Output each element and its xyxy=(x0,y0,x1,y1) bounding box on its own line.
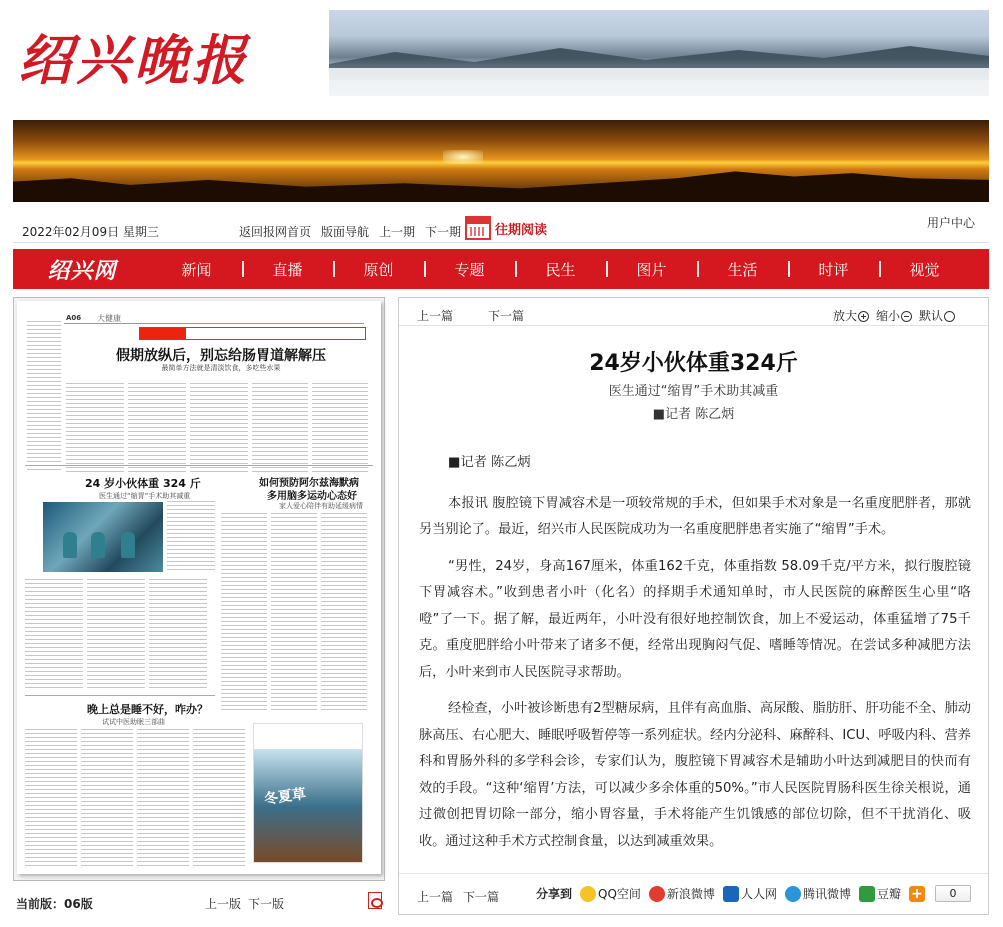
pdf-icon[interactable] xyxy=(368,892,382,909)
newspaper-page-panel xyxy=(13,297,385,881)
site-logo[interactable]: 绍兴晚报 xyxy=(18,28,250,92)
story-title-alzheimer-2[interactable]: 多用脑多运动心态好 xyxy=(267,491,357,502)
newspaper-page-image[interactable] xyxy=(17,301,381,874)
article-paragraph: 经检查，小叶被诊断患有2型糖尿病，且伴有高血脂、高尿酸、脂肪肝、肝功能不全、肺动脉高压、右心肥大、睡眠呼吸暂停等一系列症状。经内分泌科、麻醉科、ICU、呼吸内科、营养科和胃肠外科的多学科会诊，专家们认为，腹腔镜下胃减容术是辅助小叶达到减肥目的快而有效的手段。“这种‘缩胃’方法，可以减少多余体重的50%。”市人民医院胃肠科医生徐关根说，通过微创把胃切除一部分，缩小胃容量，手术将能产生饥饿感的部位切除，但不干扰消化、吸收。通过这种手术方式控制食量，以达到减重效果。 xyxy=(419,701,971,849)
issue-date: 2022年02月09日 星期三 xyxy=(22,225,159,239)
share-bar xyxy=(536,885,971,902)
douban-icon xyxy=(859,886,875,902)
nav-item-vision[interactable]: 视觉 xyxy=(879,259,970,280)
nav-item-live[interactable]: 直播 xyxy=(242,259,333,280)
nav-item-life[interactable]: 生活 xyxy=(697,259,788,280)
lake-banner-image xyxy=(329,10,989,96)
issue-info-bar xyxy=(13,212,989,246)
article-title: 24岁小伙体重324斤 xyxy=(589,351,798,376)
page-number: A06 xyxy=(66,314,82,322)
nav-item-original[interactable]: 原创 xyxy=(333,259,424,280)
nav-item-livelihood[interactable]: 民生 xyxy=(515,259,606,280)
main-nav xyxy=(13,249,989,289)
user-center-link[interactable]: 用户中心 xyxy=(926,216,975,230)
share-count: 0 xyxy=(935,885,971,902)
calendar-icon xyxy=(465,216,491,240)
zoom-in-icon xyxy=(858,311,869,322)
nav-item-photos[interactable]: 图片 xyxy=(606,259,697,280)
article-paragraph: “男性，24岁，身高167厘米，体重162千克，体重指数 58.09千克/平方米，拟行腹腔镜下胃减容术。”收到患者小叶（化名）的择期手术通知单时，市人民医院的麻醉医生心里“咯噔”了一下。据了解，最近两年，小叶没有很好地控制饮食，加上不爱运动，体重猛增了75千克。重度肥胖给小叶带来了诸多不便，经常出现胸闷气促、嗜睡等情况。在尝试多种减肥方法后，小叶来到市人民医院寻求帮助。 xyxy=(419,558,971,680)
prev-article-link[interactable]: 上一篇 xyxy=(417,309,454,323)
past-issues-label: 往期阅读 xyxy=(495,222,548,238)
tencent-weibo-icon xyxy=(785,886,801,902)
next-article-link[interactable]: 下一篇 xyxy=(488,309,525,323)
story-title-alzheimer-1[interactable]: 如何预防阿尔兹海默病 xyxy=(259,478,359,489)
page-subhead: 最简单方法就是清淡饮食，多吃些水果 xyxy=(161,364,281,372)
share-renren[interactable]: 人人网 xyxy=(723,885,777,902)
article-body xyxy=(419,450,971,866)
prev-issue-link[interactable]: 上一期 xyxy=(379,225,416,239)
nav-brand[interactable]: 绍兴网 xyxy=(47,258,117,284)
zoom-out-icon xyxy=(901,311,912,322)
article-author: ■记者 陈乙炳 xyxy=(652,407,735,422)
next-article-link-bottom[interactable]: 下一篇 xyxy=(463,890,500,904)
home-link[interactable]: 返回报网首页 xyxy=(239,225,312,239)
ad-text: 冬夏草 xyxy=(263,786,308,808)
weibo-icon xyxy=(649,886,665,902)
prev-article-link-bottom[interactable]: 上一篇 xyxy=(417,890,454,904)
article-subtitle: 医生通过“缩胃”手术助其减重 xyxy=(608,384,779,399)
surgery-photo xyxy=(43,502,163,572)
share-qzone[interactable]: QQ空间 xyxy=(580,885,641,902)
page-section: 大健康 xyxy=(97,314,121,323)
article-paragraph: 本报讯 腹腔镜下胃减容术是一项较常规的手术，但如果手术对象是一名重度肥胖者，那就另当别论了。最近，绍兴市人民医院成功为一名重度肥胖患者实施了“缩胃”手术。 xyxy=(419,495,971,537)
past-issues-link[interactable] xyxy=(465,216,547,240)
story-title-obesity[interactable]: 24 岁小伙体重 324 斤 xyxy=(85,477,201,490)
page-footer xyxy=(13,889,385,913)
article-body-author: ■记者 陈乙炳 xyxy=(448,455,531,470)
qzone-icon xyxy=(580,886,596,902)
sunset-banner-image xyxy=(13,120,989,202)
article-panel xyxy=(398,297,989,915)
nav-item-news[interactable]: 新闻 xyxy=(181,260,212,279)
nav-item-topics[interactable]: 专题 xyxy=(424,259,515,280)
story-sub-obesity: 医生通过“缩胃”手术助其减重 xyxy=(99,492,191,500)
story-title-sleep[interactable]: 晚上总是睡不好，咋办？ xyxy=(87,703,208,716)
zoom-default-icon xyxy=(944,311,955,322)
next-issue-link[interactable]: 下一期 xyxy=(425,225,462,239)
share-label: 分享到 xyxy=(536,887,573,901)
advertisement-image[interactable] xyxy=(253,723,363,863)
prev-page-link[interactable]: 上一版 xyxy=(205,897,242,911)
article-toolbar xyxy=(399,298,988,326)
zoom-in-button[interactable]: 放大 xyxy=(833,307,872,324)
article-footer xyxy=(399,873,988,913)
share-douban[interactable]: 豆瓣 xyxy=(859,885,901,902)
current-page-indicator: 当前版：06版 xyxy=(16,897,93,911)
zoom-default-button[interactable]: 默认 xyxy=(919,307,958,324)
sponsor-strip xyxy=(139,327,366,340)
share-more[interactable] xyxy=(909,886,927,902)
share-weibo[interactable]: 新浪微博 xyxy=(649,885,715,902)
issue-links xyxy=(239,223,471,240)
divider xyxy=(13,242,989,243)
nav-item-commentary[interactable]: 时评 xyxy=(788,259,879,280)
masthead xyxy=(0,0,1003,112)
next-page-link[interactable]: 下一版 xyxy=(248,897,285,911)
zoom-controls xyxy=(833,307,958,324)
share-tencent-weibo[interactable]: 腾讯微博 xyxy=(785,885,851,902)
renren-icon xyxy=(723,886,739,902)
plus-icon: + xyxy=(909,886,925,902)
page-headline[interactable]: 假期放纵后，别忘给肠胃道解解压 xyxy=(116,348,326,364)
zoom-out-button[interactable]: 缩小 xyxy=(876,307,915,324)
story-sub-sleep: 试试中医助眠三部曲 xyxy=(102,718,165,726)
story-sub-alzheimer: 家人爱心陪伴有助延缓病情 xyxy=(279,502,363,510)
page-nav-link[interactable]: 版面导航 xyxy=(321,225,370,239)
